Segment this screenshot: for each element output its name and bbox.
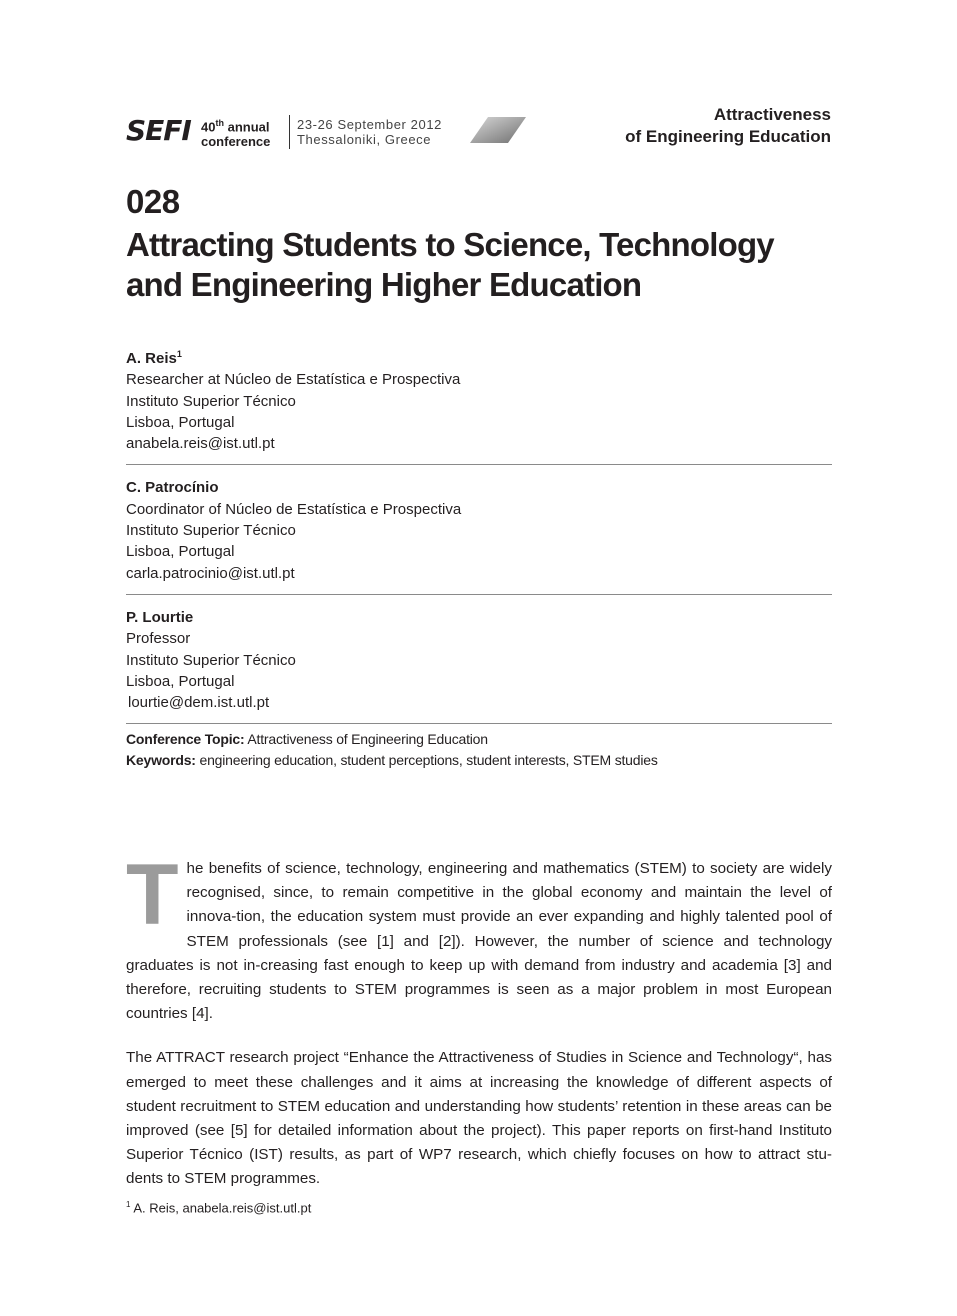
topic-header bbox=[625, 104, 831, 148]
author-divider bbox=[126, 464, 832, 465]
footnote-text: A. Reis, anabela.reis@ist.utl.pt bbox=[133, 1200, 312, 1216]
conference-date: 23-26 September 2012 bbox=[297, 117, 442, 132]
conference-topic-label: Conference Topic: bbox=[126, 731, 245, 747]
paper-metadata bbox=[126, 729, 658, 771]
paragraph-1-text: he benefits of science, technology, engineering and mathematics (STEM) to society are widely recognised, since, to remain competitive in the global economy and maintain the level of innova-tion, the education system must provide an ever expanding and highly talented pool of STEM professionals (see [1] and [2]). However, the number of science and technology graduates is not in-creasing fast enough to keep up with demand from industry and academia [3] and therefore, recruiting students to STEM programmes is seen as a major problem in most European countries [4]. bbox=[126, 860, 832, 1023]
author-email[interactable]: carla.patrocinio@ist.utl.pt bbox=[126, 564, 295, 582]
conference-line2: conference bbox=[201, 134, 271, 150]
conference-topic-value: Attractiveness of Engineering Education bbox=[247, 731, 488, 747]
author-email[interactable]: lourtie@dem.ist.utl.pt bbox=[128, 694, 270, 712]
footnote-mark: 1 bbox=[126, 1200, 131, 1209]
author-block bbox=[126, 607, 832, 713]
topic-line1: Attractiveness bbox=[713, 105, 831, 124]
author-block bbox=[126, 344, 832, 454]
author-role: Professor bbox=[126, 630, 191, 648]
header-divider bbox=[289, 115, 290, 149]
conference-number-suffix: th bbox=[215, 118, 224, 128]
body-paragraph: The ATTRACT research project “Enhance the Attractiveness of Studies in Science and Technology“, has emerged to meet these challenges and it aims at increasing the knowledge of different aspects of student recruitment to STEM education and understanding how students’ retention in these areas can be improved (see [5] for detailed information about the project). This paper reports on first-hand Instituto Superior Técnico (IST) results, as part of WP7 research, which chiefly focuses on how to attract stu-dents to STEM programmes. bbox=[126, 1049, 832, 1188]
author-name: C. Patrocínio bbox=[126, 479, 219, 497]
author-role: Coordinator of Núcleo de Estatística e Prospectiva bbox=[126, 500, 462, 518]
author-institution: Instituto Superior Técnico bbox=[126, 651, 296, 669]
paper-number: 028 bbox=[126, 183, 180, 220]
drop-cap: T bbox=[126, 847, 179, 943]
keywords-value: engineering education, student perceptions, student interests, STEM studies bbox=[199, 752, 658, 768]
keywords-label: Keywords: bbox=[126, 752, 196, 768]
paper-title bbox=[126, 225, 826, 305]
body-text bbox=[126, 847, 832, 1212]
conference-location: Thessaloniki, Greece bbox=[297, 132, 432, 147]
topic-line2: of Engineering Education bbox=[625, 127, 831, 146]
author-institution: Instituto Superior Técnico bbox=[126, 522, 296, 540]
conference-line1: annual bbox=[227, 119, 270, 135]
paper-title-line1: Attracting Students to Science, Technology bbox=[126, 226, 774, 263]
author-divider bbox=[126, 594, 832, 595]
sefi-logo: SEFI bbox=[126, 114, 191, 147]
author-block bbox=[126, 477, 832, 583]
author-divider bbox=[126, 723, 832, 724]
author-location: Lisboa, Portugal bbox=[126, 543, 235, 561]
author-location: Lisboa, Portugal bbox=[126, 413, 235, 431]
author-email[interactable]: anabela.reis@ist.utl.pt bbox=[126, 435, 275, 453]
footnote bbox=[126, 1197, 311, 1216]
conference-number: 40 bbox=[201, 119, 216, 135]
author-footnote-mark: 1 bbox=[176, 349, 182, 359]
conference-date-location bbox=[297, 117, 442, 147]
author-location: Lisboa, Portugal bbox=[126, 672, 235, 690]
author-name: P. Lourtie bbox=[126, 608, 194, 626]
author-institution: Instituto Superior Técnico bbox=[126, 392, 296, 410]
author-list bbox=[126, 344, 832, 736]
conference-header bbox=[126, 113, 536, 153]
author-name: A. Reis$^1$ bbox=[126, 349, 182, 367]
conference-edition bbox=[201, 116, 270, 149]
author-role: Researcher at Núcleo de Estatística e Prospectiva bbox=[126, 371, 461, 389]
conference-topic bbox=[126, 729, 658, 750]
paper-title-line2: and Engineering Higher Education bbox=[126, 266, 642, 303]
keywords bbox=[126, 750, 658, 771]
body-paragraph bbox=[126, 847, 832, 1026]
decorative-parallelogram-icon bbox=[470, 117, 526, 143]
